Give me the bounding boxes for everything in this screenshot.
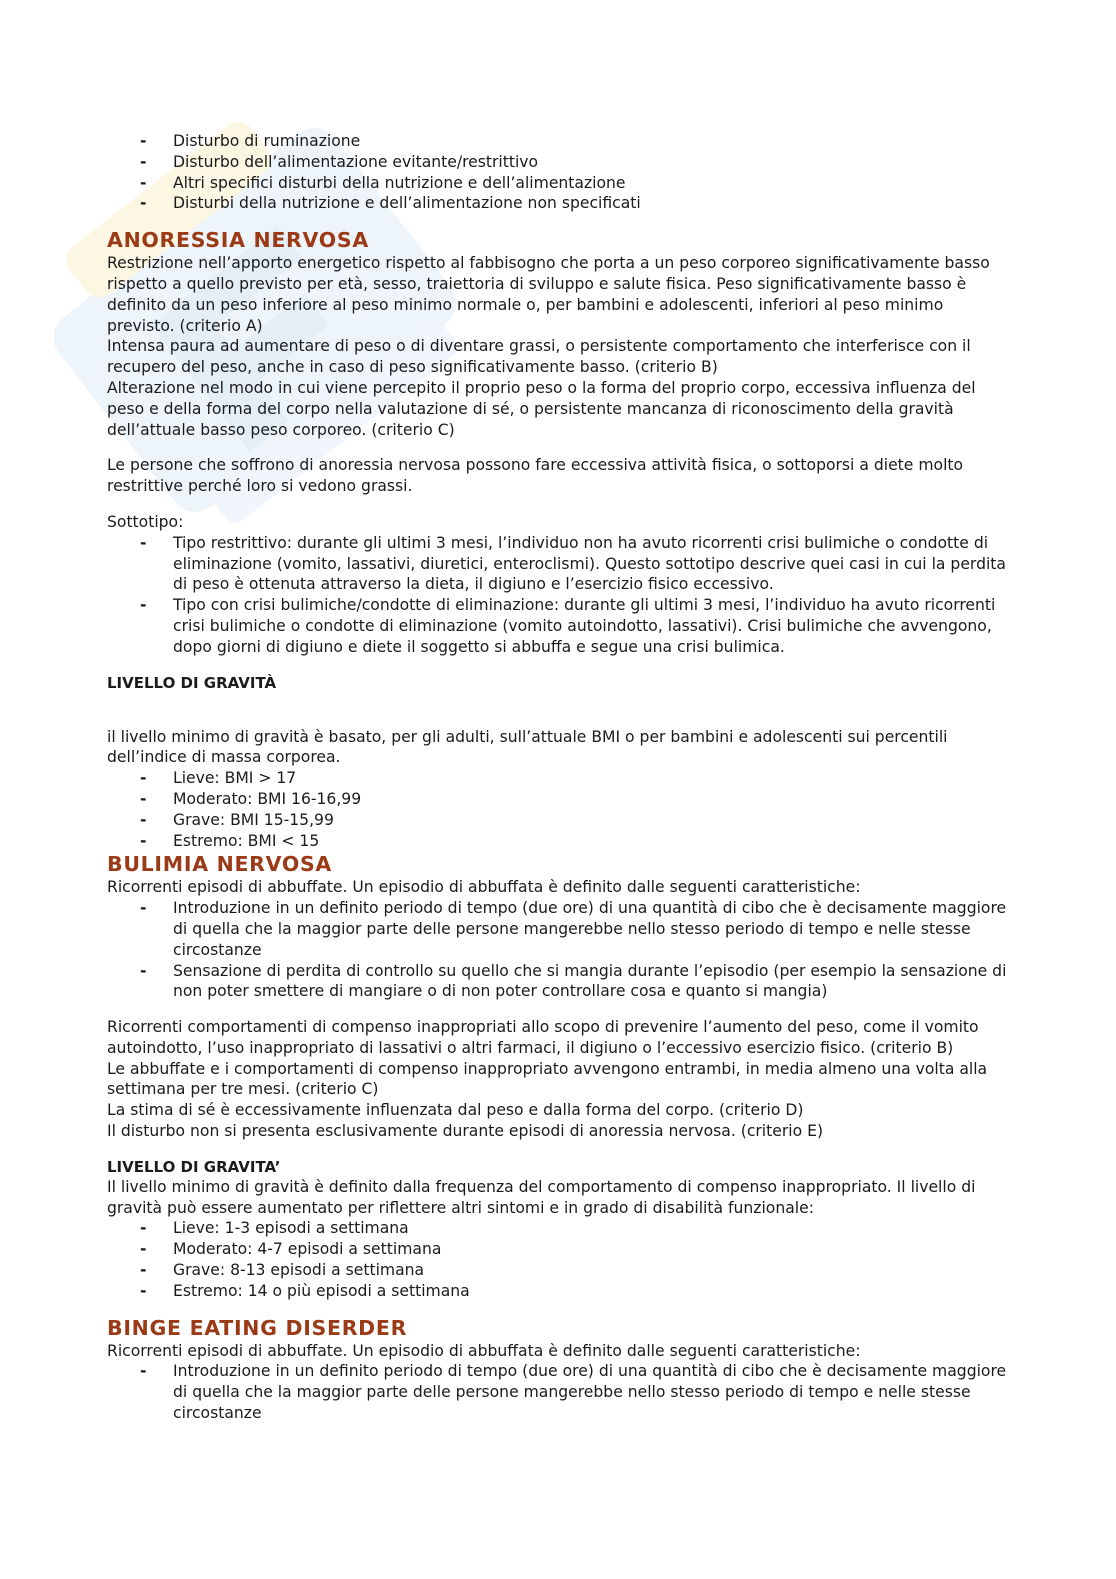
list-item: - Tipo restrittivo: durante gli ultimi 3 mesi, l’individuo non ha avuto ricorrenti crisi bulimiche o condotte di eliminazione (vomito, lassativi, diuretici, enteroclismi). Questo sottotipo descrive quei casi in cui la perdita di peso è ottenuta attraverso la dieta, il digiuno e l’esercizio fisico eccessivo. bbox=[173, 533, 1007, 595]
subtype-label: Sottotipo: bbox=[107, 512, 184, 531]
severity-title: LIVELLO DI GRAVITA’ bbox=[107, 1157, 281, 1176]
list-item: - Moderato: BMI 16-16,99 bbox=[173, 789, 1007, 810]
severity-list bbox=[107, 1218, 1007, 1301]
subtype-list bbox=[107, 533, 1007, 658]
list-item: - Introduzione in un definito periodo di tempo (due ore) di una quantità di cibo che è decisamente maggiore di quella che la maggior parte delle persone mangerebbe nello stesso periodo di tempo e nelle stesse circostanze bbox=[173, 898, 1007, 960]
list-item: - Grave: BMI 15-15,99 bbox=[173, 810, 1007, 831]
paragraph: Il livello minimo di gravità è definito dalla frequenza del comportamento di compenso inappropriato. Il livello di gravità può essere aumentato per riflettere altri sintomi e in grado di disabilità funzionale: bbox=[107, 1177, 976, 1217]
list-item: - Sensazione di perdita di controllo su quello che si mangia durante l’episodio (per esempio la sensazione di non poter smettere di mangiare o di non poter controllare cosa e quanto si mangia) bbox=[173, 961, 1007, 1003]
section-title-anoressia: ANORESSIA NERVOSA bbox=[107, 228, 369, 253]
paragraph: Intensa paura ad aumentare di peso o di diventare grassi, o persistente comportamento che interferisce con il recupero del peso, anche in caso di peso significativamente basso. (criterio B) bbox=[107, 337, 971, 377]
list-item: - Introduzione in un definito periodo di tempo (due ore) di una quantità di cibo che è decisamente maggiore di quella che la maggior parte delle persone mangerebbe nello stesso periodo di tempo e nelle stesse circostanze bbox=[173, 1361, 1007, 1423]
list-item: - Disturbo di ruminazione bbox=[173, 131, 1007, 152]
list-item: - Grave: 8-13 episodi a settimana bbox=[173, 1260, 1007, 1281]
paragraph: Restrizione nell’apporto energetico rispetto al fabbisogno che porta a un peso corporeo significativamente basso rispetto a quello previsto per età, sesso, traiettoria di sviluppo e salute fisica. Peso significativamente basso è definito da un peso inferiore al peso minimo normale o, per bambini e adolescenti, inferiori al peso minimo previsto. (criterio A) bbox=[107, 254, 990, 335]
list-item: - Moderato: 4-7 episodi a settimana bbox=[173, 1239, 1007, 1260]
list-item: - Estremo: BMI < 15 bbox=[173, 831, 1007, 852]
paragraph: Ricorrenti episodi di abbuffate. Un episodio di abbuffata è definito dalle seguenti caratteristiche: bbox=[107, 878, 861, 897]
paragraph: Ricorrenti comportamenti di compenso inappropriati allo scopo di prevenire l’aumento del peso, come il vomito autoindotto, l’uso inappropriato di lassativi o altri farmaci, il digiuno o l’eccessivo esercizio fisico. (criterio B) bbox=[107, 1018, 979, 1057]
paragraph: Alterazione nel modo in cui viene percepito il proprio peso o la forma del proprio corpo, eccessiva influenza del peso e della forma del corpo nella valutazione di sé, o persistente mancanza di riconoscimento della gravità dell’attuale basso peso corporeo. (criterio C) bbox=[107, 378, 976, 439]
paragraph: La stima di sé è eccessivamente influenzata dal peso e dalla forma del corpo. (criterio D) bbox=[107, 1101, 804, 1120]
section-title-bulimia: BULIMIA NERVOSA bbox=[107, 852, 332, 877]
document-page bbox=[107, 131, 1007, 1424]
paragraph: Le abbuffate e i comportamenti di compenso inappropriato avvengono entrambi, in media almeno una volta alla settimana per tre mesi. (criterio C) bbox=[107, 1059, 988, 1099]
intro-list bbox=[107, 131, 1007, 214]
list-item: - Altri specifici disturbi della nutrizione e dell’alimentazione bbox=[173, 173, 1007, 194]
list-item: - Estremo: 14 o più episodi a settimana bbox=[173, 1281, 1007, 1302]
list-item: - Disturbi della nutrizione e dell’alimentazione non specificati bbox=[173, 193, 1007, 214]
list-item: - Tipo con crisi bulimiche/condotte di eliminazione: durante gli ultimi 3 mesi, l’individuo ha avuto ricorrenti crisi bulimiche o condotte di eliminazione (vomito autoindotto, lassativi). Crisi bulimiche che avvengono, dopo giorni di digiuno e diete il soggetto si abbuffa e segue una crisi bulimica. bbox=[173, 595, 1007, 657]
paragraph: il livello minimo di gravità è basato, per gli adulti, sull’attuale BMI o per bambini e adolescenti sui percentili dell’indice di massa corporea. bbox=[107, 727, 948, 767]
list-item: - Lieve: BMI > 17 bbox=[173, 768, 1007, 789]
criteria-list bbox=[107, 1361, 1007, 1423]
paragraph: Le persone che soffrono di anoressia nervosa possono fare eccessiva attività fisica, o sottoporsi a diete molto restrittive perché loro si vedono grassi. bbox=[107, 456, 964, 496]
severity-title: LIVELLO DI GRAVITÀ bbox=[107, 673, 277, 692]
list-item: - Lieve: 1-3 episodi a settimana bbox=[173, 1218, 1007, 1239]
severity-list bbox=[107, 768, 1007, 851]
paragraph: Il disturbo non si presenta esclusivamente durante episodi di anoressia nervosa. (criterio E) bbox=[107, 1122, 824, 1141]
list-item: - Disturbo dell’alimentazione evitante/restrittivo bbox=[173, 152, 1007, 173]
criteria-list bbox=[107, 898, 1007, 1002]
section-title-binge: BINGE EATING DISERDER bbox=[107, 1315, 408, 1340]
paragraph: Ricorrenti episodi di abbuffate. Un episodio di abbuffata è definito dalle seguenti caratteristiche: bbox=[107, 1341, 861, 1360]
